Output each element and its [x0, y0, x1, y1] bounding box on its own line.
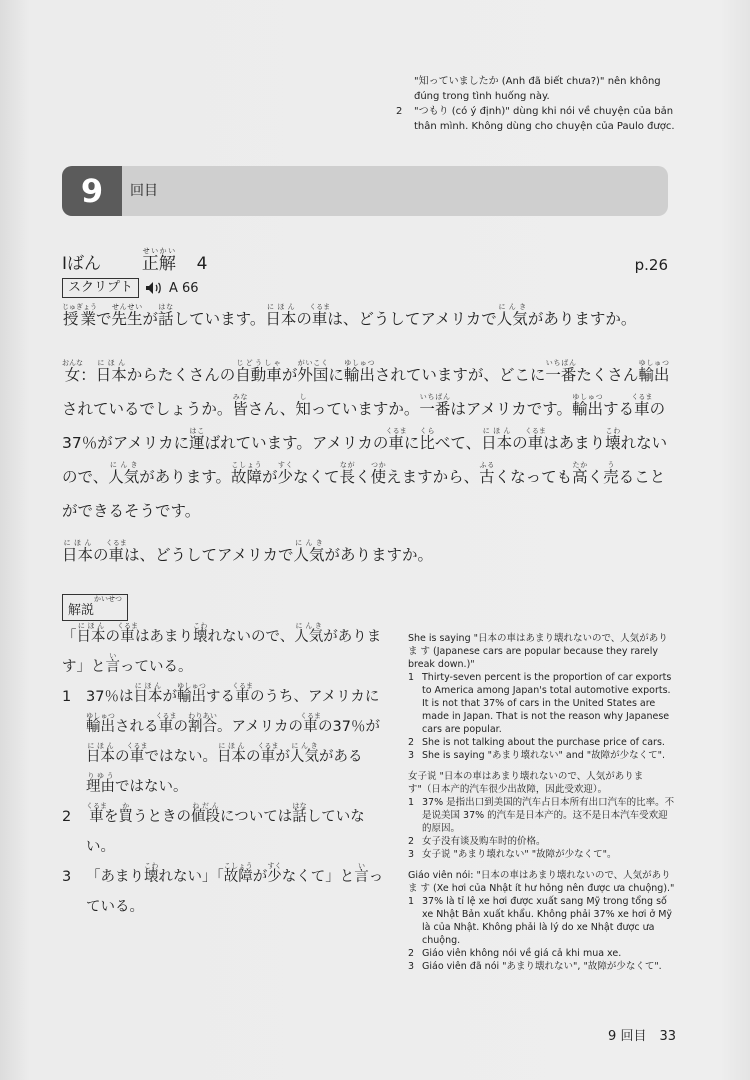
explanation-vi: Giáo viên nói: "日本の車はあまり壊れないので、人気がありま す (Xe hơi của Nhật ít hư hỏng nên được ưa chuộng)." 1 37% là tỉ lệ xe hơi được xuất sang Mỹ trong tổng số xe Nhật Bản xuất khẩu. Không phải 37% xe hơi ở Mỹ là của Nhật. Không phải là lý do xe Nhật được ưa chuộng. 2 Giáo viên không nói về giá cả khi mua xe. 3 Giáo viên đã nói "あまり壊れない", "故障が少なくて".	[408, 870, 675, 972]
section-number: 9	[62, 166, 122, 216]
script-line	[62, 278, 199, 298]
top-note-num: 2	[396, 106, 403, 117]
question-title: Iばん	[62, 254, 102, 274]
explanation-jp-item: 3 「あまり壊こわれない」「故障こしょうが少すくなくて」と言いっている。	[62, 862, 384, 915]
script-tag: スクリプト	[62, 278, 139, 298]
answer-label: 正解せいかい	[141, 247, 176, 274]
explanation-en: She is saying "日本の車はあまり壊れないので、人気がありま す (Japanese cars are popular because they rarely break down.)" 1 Thirty-seven percent is the proportion of car exports to America among Japan's total automotive exports. It is not that 37% of cars in the United States are made in Japan. That is not the reason why Japanese cars are popular. 2 She is not talking about the purchase price of cars. 3 She is saying "あまり壊れない" and "故障が少なくて".	[408, 633, 672, 761]
section-label: 回目	[130, 183, 158, 199]
explanation-jp	[62, 622, 388, 922]
page-reference: p.26	[634, 256, 668, 274]
top-note	[396, 74, 686, 134]
page-footer: 9 回目 33	[608, 1029, 676, 1044]
explanation-zh: 女子说 "日本の車はあまり壊れないので、人気がありま す"（日本产的汽车很少出故障，因此受欢迎）。 1 37% 是指出口到美国的汽车占日本所有出口汽车的比率。不是说美国 37% 的汽车是日本产的。这不是日本汽车受欢迎的原因。 2 女子没有谈及购车时的价格。 3 女子说 "あまり壊れない" "故障が少なくて"。	[408, 771, 675, 860]
top-note-item2: "つもり (có ý định)" dùng khi nói về chuyện của bản thân mình. Không dùng cho chuyện của Paulo được.	[414, 106, 675, 132]
speaker-icon	[145, 281, 163, 295]
explanation-translations	[408, 632, 676, 981]
question-header	[62, 244, 668, 274]
script-dialogue: 女おんな：日本にほんからたくさんの自動車じどうしゃが外国がいこくに輸出ゆしゅつされていますが、どこに一番いちばんたくさん輸出ゆしゅつされているでしょうか。皆みなさん、知しっていますか。一番いちばんはアメリカです。輸出ゆしゅつする車くるまの37％がアメリカに運はこばれています。アメリカの車くるまに比くらべて、日本にほんの車くるまはあまり壊こわれないので、人気にんきがあります。故障こしょうが少すくなくて長ながく使つかえますから、古ふるくなっても高たかく売うることができるそうです。	[62, 359, 670, 520]
audio-track: A 66	[169, 280, 199, 296]
explanation-jp-item: 2 車くるまを買かうときの値段ねだんについては話はなしていない。	[62, 802, 365, 855]
explanation-jp-intro: 「日本にほんの車くるまはあまり壊こわれないので、人気にんきがありま す」と言いっている。	[62, 622, 382, 675]
question-repeat: 日本にほんの車くるまは、どうしてアメリカで人気にんきがありますか。	[62, 539, 433, 564]
top-note-line1: "知っていましたか (Anh đã biết chưa?)" nên không đúng trong tình huống này.	[414, 76, 661, 102]
answer-value: 4	[196, 254, 208, 274]
explanation-jp-item: 1 37％は日本にほんが輸出ゆしゅつする車くるまのうち、アメリカに輸出ゆしゅつされる車くるまの割合わりあい。アメリカの車くるまの37％が日本にほんの車くるまではない。日本にほんの車くるまが人気にんきがある理由りゆうではない。	[62, 682, 380, 795]
section-banner	[62, 166, 668, 216]
question-sentence: 授業じゅぎょうで先生せんせいが話はなしています。日本にほんの車くるまは、どうしてアメリカで人気にんきがありますか。	[62, 303, 637, 328]
kaisetsu-tag: 解説かいせつ	[62, 594, 128, 621]
